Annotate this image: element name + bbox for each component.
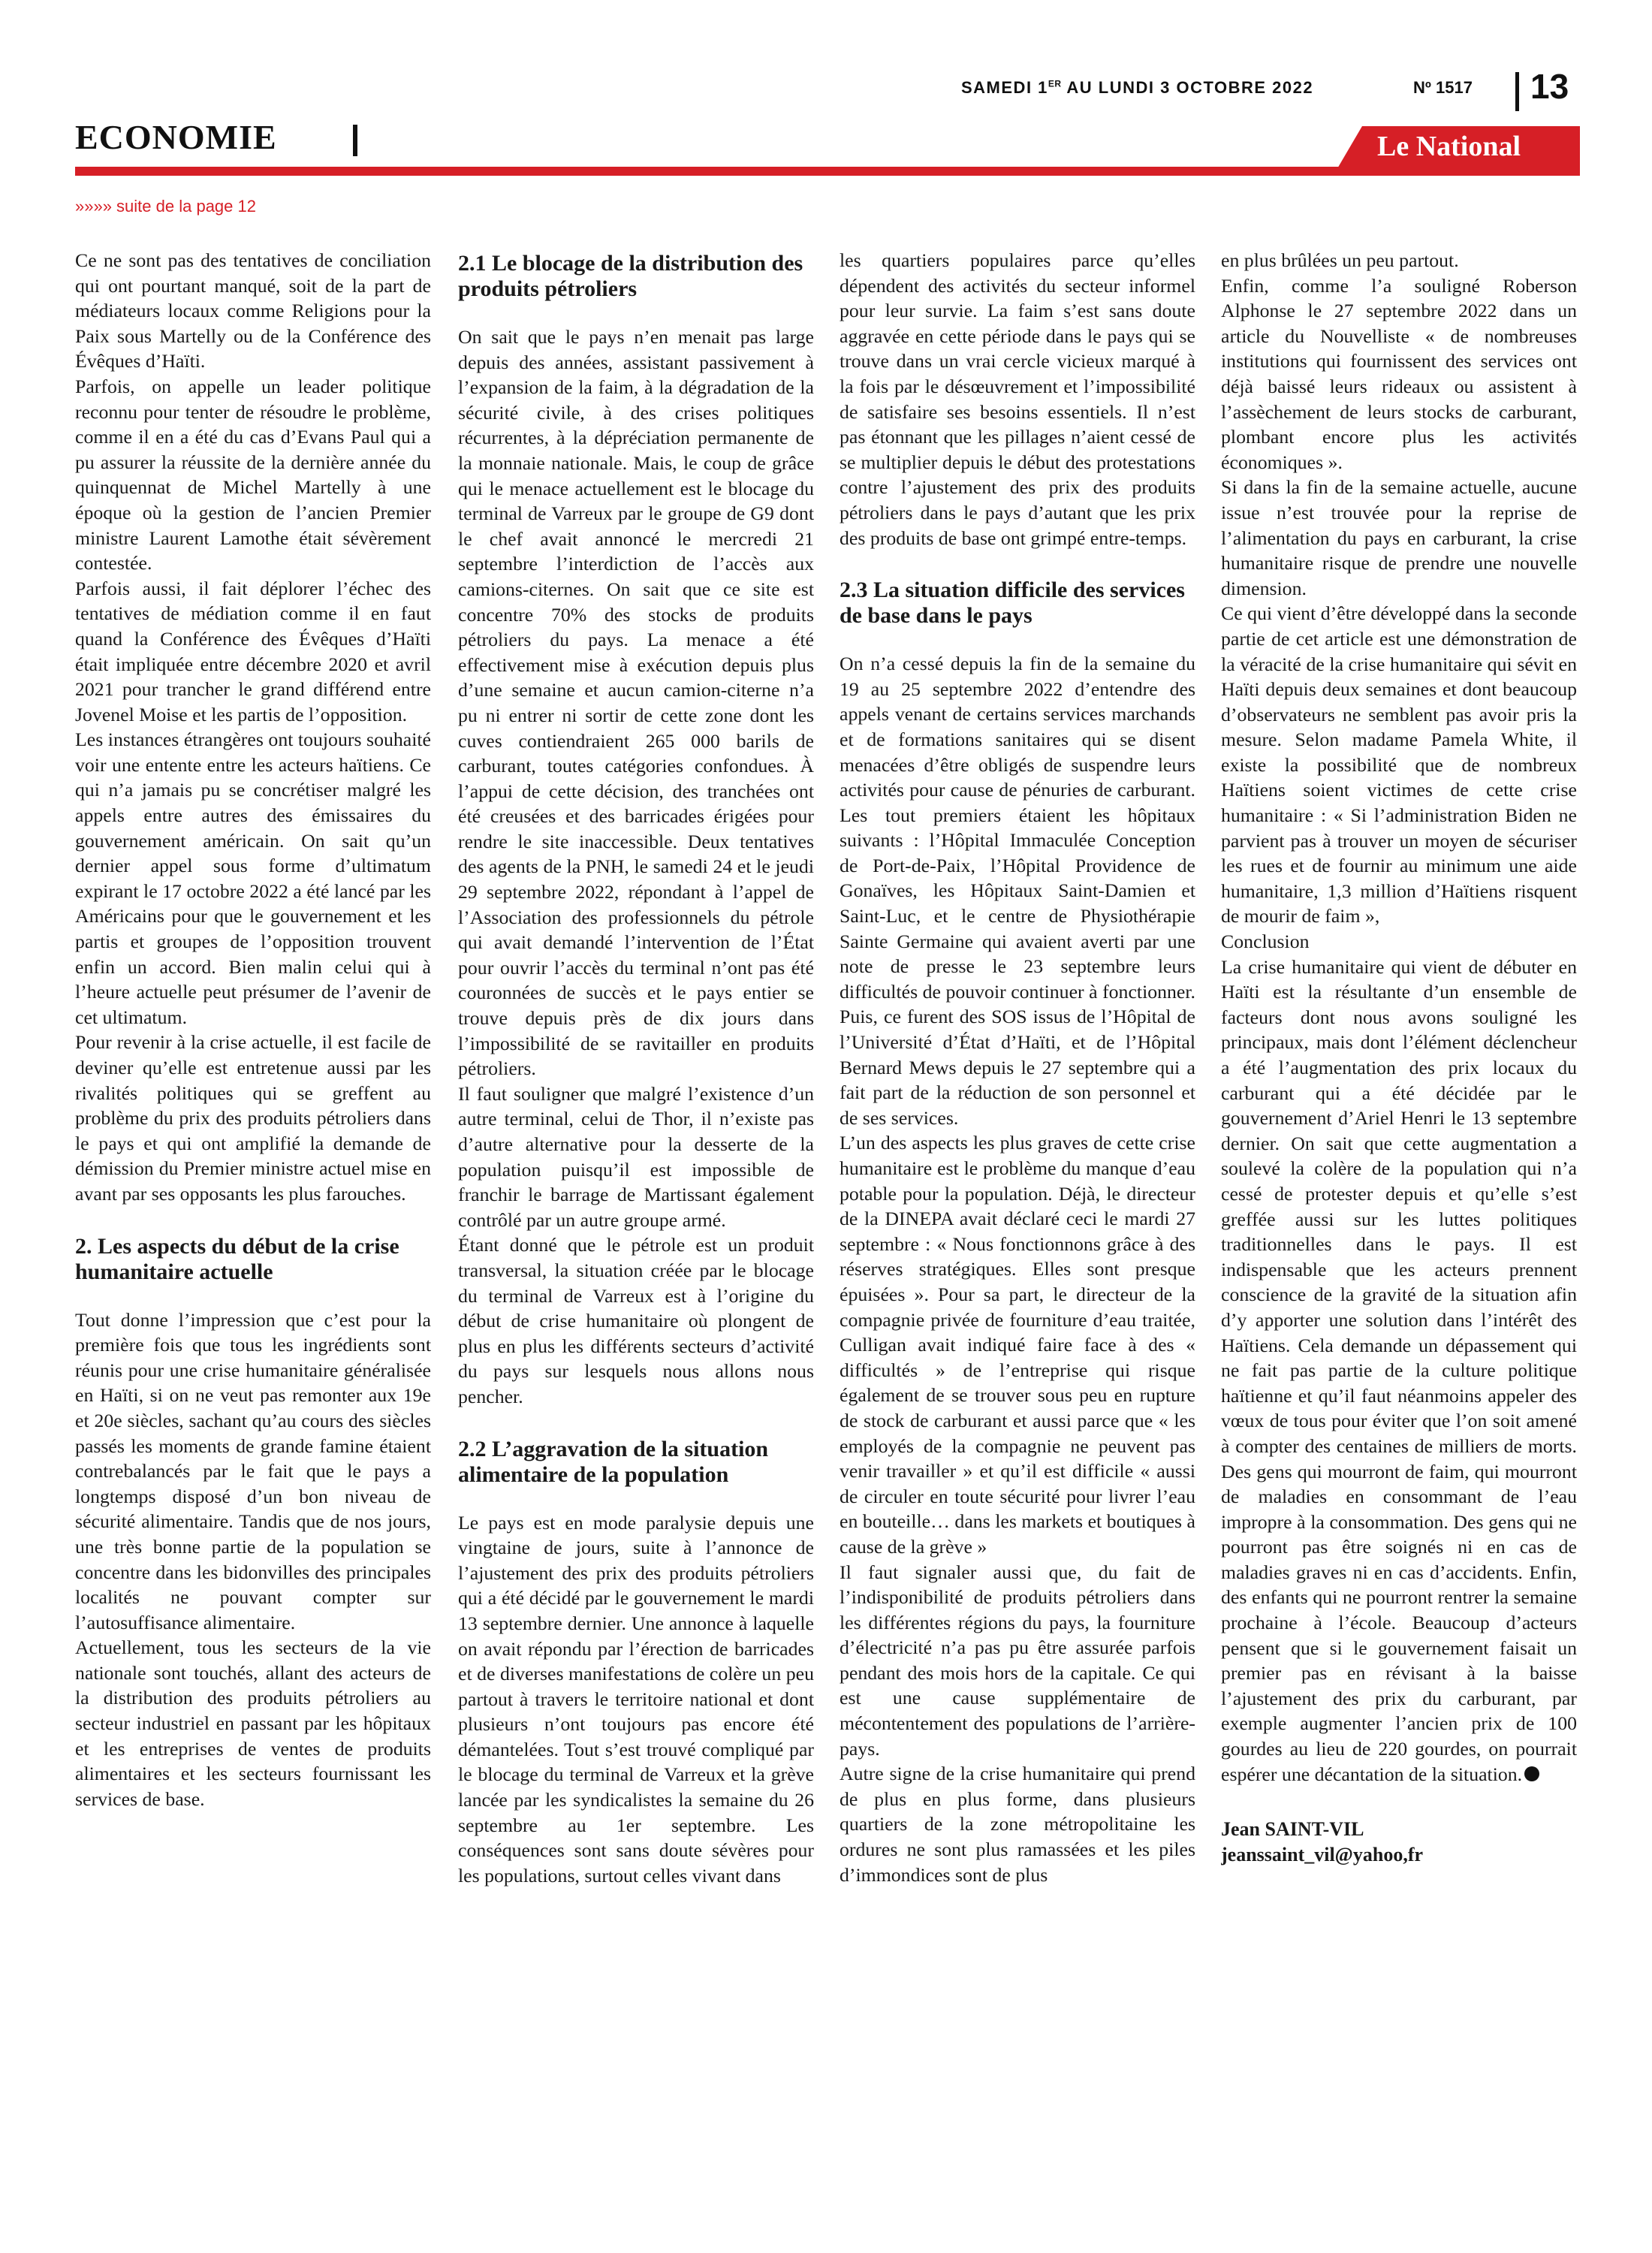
article-column-3 bbox=[840, 248, 1195, 2193]
section-heading: 2. Les aspects du début de la crise humanitaire actuelle bbox=[75, 1233, 399, 1284]
paragraph: La crise humanitaire qui vient de débuter en Haïti est la résultante d’un ensemble de facteurs dont nous avons souligné les principaux, mais dont l’élément déclencheur a été l’augmentation des prix locaux du carburant qui a été décidée par le gouvernement d’Ariel Henri le 13 septembre dernier. On sait que cette augmentation a soulevé la colère de la population qui n’a cessé de protester depuis et qu’elle s’est greffée aussi sur les luttes politiques traditionnelles dans le pays. Il est indispensable que les acteurs prennent conscience de la gravité de la situation afin d’y apporter une solution dans l’intérêt des Haïtiens. Cela demande un dépassement qui ne fait pas partie de la culture politique haïtienne et qu’il faut néanmoins appeler des vœux de tous pour éviter que l’on soit amené à compter des centaines de milliers de morts. Des gens qui mourront de faim, qui mourront de maladies en consommant de l’eau impropre à la consommation. Des gens qui ne pourront pas être soignés ni en cas de maladies graves ni en cas d’accidents. Enfin, des enfants qui ne pourront rentrer la semaine prochaine à l’école. Beaucoup d’acteurs pensent que si le gouvernement faisait un premier pas en révisant à la baisse l’ajustement des prix du carburant, par exemple augmenter l’ancien prix de 100 gourdes au lieu de 220 gourdes, on pourrait espérer une décantation de la situation. bbox=[1221, 955, 1577, 1785]
section-title: ECONOMIE bbox=[75, 118, 277, 156]
article-column-1 bbox=[75, 248, 431, 2193]
section-heading: 2.1 Le blocage de la distribution des produits pétroliers bbox=[458, 251, 803, 301]
paragraph: Ce qui vient d’être développé dans la seconde partie de cet article est une démonstration de la véracité de la crise humanitaire qui sévit en Haïti depuis deux semaines et dont beaucoup d’observateurs ne semblent pas avoir pris la mesure. Selon madame Pamela White, il existe la possibilité que de nombreux Haïtiens soient victimes de cette crise humanitaire : « Si l’administration Biden ne parvient pas à trouver un moyen de sécuriser les rues et de fournir au minimum une aide humanitaire, 1,3 million d’Haïtiens risquent de mourir de faim », bbox=[1221, 602, 1577, 927]
paragraph: Parfois aussi, il fait déplorer l’échec des tentatives de médiation comme il en faut quand la Conférence des Évêques d’Haïti était impliquée entre décembre 2020 et avril 2021 pour trancher le grand différend entre Jovenel Moise et les partis de l’opposition. bbox=[75, 577, 431, 725]
paragraph: Tout donne l’impression que c’est pour la première fois que tous les ingrédients sont réunis pour une crise humanitaire généralisée en Haïti, si on ne veut pas remonter aux 19e et 20e siècles, sachant qu’au cours des siècles passés les moments de grande famine étaient contrebalancés par le fait que le pays a longtemps disposé d’un bon niveau de sécurité alimentaire. Tandis que de nos jours, une très bonne partie de la population se concentre dans les bidonvilles des principales localités ne pouvant compter sur l’autosuffisance alimentaire. bbox=[75, 1308, 431, 1633]
paragraph: Parfois, on appelle un leader politique reconnu pour tenter de résoudre le problème, comme il en a été du cas d’Evans Paul qui a pu assurer la réussite de la dernière année du quinquennat de Michel Martelly à une époque où la gestion de l’ancien Premier ministre Laurent Lamothe était sévèrement contestée. bbox=[75, 375, 431, 575]
paragraph: Enfin, comme l’a souligné Roberson Alphonse le 27 septembre 2022 dans un article du Nouvelliste « de nombreuses institutions qui fournissent des services ont déjà baissé leurs rideaux ou assistent à l’assèchement de leurs stocks de carburant, plombant encore plus les activités économiques ». bbox=[1221, 274, 1577, 473]
paragraph: Ce ne sont pas des tentatives de conciliation qui ont pourtant manqué, soit de la part de médiateurs locaux comme Religions pour la Paix sous Martelly ou de la Conférence des Évêques d’Haïti. bbox=[75, 249, 431, 372]
author-name: Jean SAINT-VIL bbox=[1221, 1818, 1364, 1841]
paragraph: en plus brûlées un peu partout. bbox=[1221, 249, 1459, 271]
page-number: 13 bbox=[1530, 67, 1569, 106]
section-heading: 2.3 La situation difficile des services de base dans le pays bbox=[840, 578, 1185, 629]
paragraph: On sait que le pays n’en menait pas large depuis des années, assistant passivement à l’expansion de la faim, à la dégradation de la sécurité civile, à des crises politiques récurrentes, à la dépréciation permanente de la monnaie nationale. Mais, le coup de grâce qui le menace actuellement est le blocage du terminal de Varreux par le groupe de G9 dont le chef avait annoncé le mercredi 21 septembre l’interdiction de l’accès aux camions-citernes. On sait que ce site est concentre 70% des stocks de produits pétroliers du pays. La menace a été effectivement mise à exécution depuis plus d’une semaine et aucun camion-citerne n’a pu ni entrer ni sortir de cette zone dont les cuves contiendraient 265 000 barils de carburant, toutes catégories confondues. À l’appui de cette décision, des tranchées ont été creusées et des barricades érigées pour rendre le site inaccessible. Deux tentatives des agents de la PNH, le samedi 24 et le jeudi 29 septembre 2022, répondant à l’appel de l’Association des professionnels du pétrole qui avait demandé l’intervention de l’État pour ouvrir l’accès du terminal n’ont pas été couronnées de succès et le pays entier se trouve depuis près de dix jours dans l’impossibilité de se ravitailler en produits pétroliers. bbox=[458, 326, 814, 1080]
paragraph: On n’a cessé depuis la fin de la semaine du 19 au 25 septembre 2022 d’entendre des appels venant de certains services marchands et de formations sanitaires qui se disent menacées d’être obligés de suspendre leurs activités pour cause de pénuries de carburant. Les tout premiers étaient les hôpitaux suivants : l’Hôpital Immaculée Conception de Port-de-Paix, l’Hôpital Providence de Gonaïves, les Hôpitaux Saint-Damien et Saint-Luc, et le centre de Physiothérapie Sainte Germaine qui avaient averti par une note de presse le 23 septembre leurs difficultés de pouvoir continuer à fonctionner. Puis, ce furent des SOS issus de l’Hôpital de l’Université d’État d’Haïti, et de l’Hôpital Bernard Mews depuis le 27 septembre qui a fait part de la réduction de son personnel et de ses services. bbox=[840, 653, 1195, 1129]
paragraph: Actuellement, tous les secteurs de la vie nationale sont touchés, allant des acteurs de la distribution des produits pétroliers au secteur industriel en passant par les hôpitaux et les entreprises de ventes de produits alimentaires et les secteurs fournissant les services de base. bbox=[75, 1636, 431, 1810]
paragraph: Conclusion bbox=[1221, 930, 1310, 953]
paragraph: Il faut souligner que malgré l’existence d’un autre terminal, celui de Thor, il n’existe pas d’autre alternative pour la desserte de la population puisqu’il est impossible de franchir le barrage de Martissant également contrôlé par un autre groupe armé. bbox=[458, 1082, 814, 1231]
paragraph: Autre signe de la crise humanitaire qui prend de plus en plus forme, dans plusieurs quartiers de la zone métropolitaine les ordures ne sont plus ramassées et les piles d’immondices sont de plus bbox=[840, 1763, 1195, 1886]
article-column-4 bbox=[1221, 248, 1577, 2193]
section-heading: 2.2 L’aggravation de la situation alimentaire de la population bbox=[458, 1436, 769, 1487]
paragraph: Pour revenir à la crise actuelle, il est facile de deviner qu’elle est entretenue aussi par les rivalités politiques qui se greffent au problème du prix des produits pétroliers dans le pays et qui ont amplifié la demande de démission du Premier ministre actuel mise en avant par ses opposants les plus farouches. bbox=[75, 1031, 431, 1205]
end-of-article-icon bbox=[1524, 1766, 1539, 1781]
page-number-divider bbox=[1515, 72, 1519, 111]
issue-date: SAMEDI 1ER AU LUNDI 3 OCTOBRE 2022 bbox=[961, 78, 1314, 97]
section-divider bbox=[353, 125, 357, 156]
continued-from-link[interactable]: »»»» suite de la page 12 bbox=[75, 197, 256, 216]
paragraph: Les instances étrangères ont toujours souhaité voir une entente entre les acteurs haïtiens. Ce qui n’a jamais pu se concrétiser malgré les appels entre autres des émissaires du gouvernement américain. On sait qu’un dernier appel sous forme d’ultimatum expirant le 17 octobre 2022 a été lancé par les Américains pour que le gouvernement et les partis et groupes de l’opposition trouvent enfin un accord. Bien malin celui qui à l’heure actuelle peut présumer de l’avenir de cet ultimatum. bbox=[75, 728, 431, 1028]
paragraph: les quartiers populaires parce qu’elles dépendent des activités du secteur informel pour leur survie. La faim s’est sans doute aggravée en cette période dans le pays qui se trouve dans un vrai cercle vicieux marqué à la fois par le désœuvrement et l’impossibilité de satisfaire ses besoins essentiels. Il n’est pas étonnant que les pillages n’aient cessé de se multiplier depuis le début des protestations contre l’ajustement des prix des produits pétroliers dans le pays d’autant que les prix des produits de base ont grimpé entre-temps. bbox=[840, 249, 1195, 549]
issue-number: Nº 1517 bbox=[1413, 78, 1473, 97]
paragraph: Il faut signaler aussi que, du fait de l’indisponibilité de produits pétroliers dans les différentes régions du pays, la fourniture d’électricité n’a pas pu être assurée parfois pendant des mois hors de la capitale. Ce qui est une cause supplémentaire de mécontentement des populations de l’arrière-pays. bbox=[840, 1561, 1195, 1760]
paragraph: Si dans la fin de la semaine actuelle, aucune issue n’est trouvée pour la reprise de l’alimentation du pays en carburant, la crise humanitaire risque de prendre une nouvelle dimension. bbox=[1221, 476, 1577, 599]
byline bbox=[1221, 1817, 1577, 1868]
paragraph: Le pays est en mode paralysie depuis une vingtaine de jours, suite à l’annonce de l’ajustement des prix des produits pétroliers qui a été décidé par le gouvernement le mardi 13 septembre dernier. Une annonce à laquelle on avait répondu par l’érection de barricades et de diverses manifestations de colère un peu partout à travers le territoire national et dont plusieurs n’ont toujours pas encore été démantelées. Tout s’est trouvé compliqué par le blocage du terminal de Varreux et la grève lancée par les syndicalistes la semaine du 26 septembre au 1er septembre. Les conséquences sont sans doute sévères pour les populations, surtout celles vivant dans bbox=[458, 1511, 814, 1887]
author-email[interactable]: jeanssaint_vil@yahoo,fr bbox=[1221, 1844, 1424, 1866]
article-column-2 bbox=[458, 248, 814, 2193]
paragraph: L’un des aspects les plus graves de cette crise humanitaire est le problème du manque d’eau potable pour la population. Déjà, le directeur de la DINEPA avait déclaré ceci le mardi 27 septembre : « Nous fonctionnons grâce à des réserves stratégiques. Elles sont presque épuisées ». Pour sa part, le directeur de la compagnie privée de fourniture d’eau traitée, Culligan avait indiqué faire face à des « difficultés » de l’entreprise qui risque également de se trouver sous peu en rupture de stock de carburant et aussi parce que « les employés de la compagnie ne peuvent pas venir travailler » et qu’il est difficile « aussi de circuler en toute sécurité pour livrer l’eau en bouteille… dans les markets et boutiques à cause de la grève » bbox=[840, 1132, 1195, 1558]
newspaper-brand: Le National bbox=[1377, 131, 1521, 162]
paragraph: Étant donné que le pétrole est un produit transversal, la situation créée par le blocage du terminal de Varreux est à l’origine du début de crise humanitaire où plongent de plus en plus les différents secteurs d’activité du pays sur lesquels nous allons nous pencher. bbox=[458, 1234, 814, 1407]
